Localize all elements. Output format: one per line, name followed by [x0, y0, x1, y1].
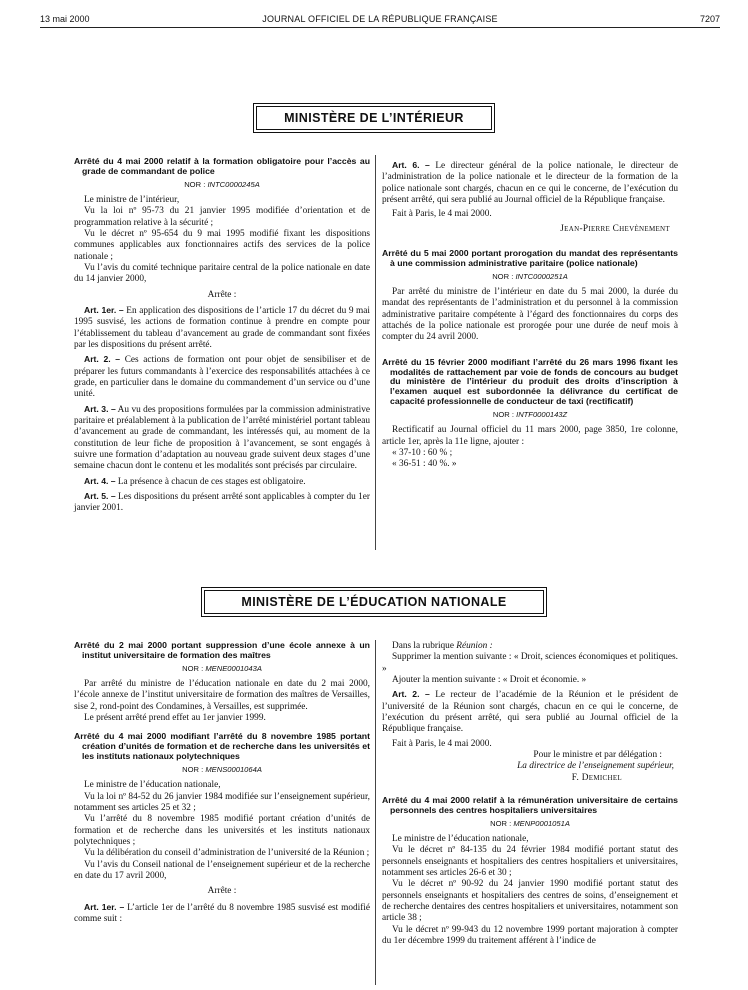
article: Art. 3. – Au vu des propositions formulées par la commission administrative paritaire et préalablement à la publication de l’arrêté ministériel portant tableau d’avancement au grade de commandant, les intéressés qui, au moment de la constitution de leur fiche de proposition à l’avancement, se sont engagés à suivre une formation d’adaptation au nouveau grade suivent deux stages d’une semaine chacun dont le contenu et les modalités sont précisés par circulaire.: [74, 403, 370, 472]
article: Art. 6. – Le directeur général de la police nationale, le directeur de l’administration de la police nationale et le directeur de la formation de la police nationale sont chargés, chacun en ce qui le concerne, de l’exécution du présent arrêté, qui sera publié au Journal officiel de la République française.: [382, 160, 678, 205]
article: Art. 2. – Ces actions de formation ont pour objet de sensibiliser et de préparer les futurs commandants à l’exercice des responsabilités attachées à ce grade, en particulier dans le domaine du commandement d’un service ou d’une unité.: [74, 354, 370, 400]
sec1-right-column: [382, 160, 678, 471]
nor-reference: NOR : MENP0001051A: [490, 818, 570, 828]
paragraph: Vu l’avis du Conseil national de l’enseignement supérieur et de la recherche en date du 17 avril 2000,: [74, 859, 370, 881]
quoted-line: « 37-10 : 60 % ;: [392, 448, 453, 459]
signature-place-date: Fait à Paris, le 4 mai 2000.: [392, 738, 492, 749]
header-rule: [40, 27, 720, 28]
signature-place-date: Fait à Paris, le 4 mai 2000.: [392, 209, 492, 220]
decree-title: Arrêté du 2 mai 2000 portant suppression d’une école annexe à un institut universitaire de formation des maîtres: [74, 640, 370, 660]
paragraph: Vu la loi nº 95-73 du 21 janvier 1995 modifiée d’orientation et de programmation relative à la sécurité ;: [74, 206, 370, 228]
sec2-right-column: [382, 641, 678, 947]
issue-date: 13 mai 2000: [40, 14, 90, 24]
paragraph: Vu le décret nº 95-654 du 9 mai 1995 modifié fixant les dispositions communes applicables aux fonctionnaires actifs des services de la police nationale ;: [74, 229, 370, 262]
nor-reference: NOR : INTC0000245A: [184, 179, 260, 189]
arrete-label: Arrête :: [207, 289, 237, 300]
paragraph: Vu la délibération du conseil d’administration de l’université de la Réunion ;: [84, 848, 370, 859]
paragraph: Dans la rubrique Réunion :: [392, 641, 493, 651]
nor-reference: NOR : MENS0001064A: [182, 765, 262, 775]
paragraph: Vu le décret nº 99-943 du 12 novembre 1999 portant majoration à compter du 1er décembre 1999 du traitement afférent à l’indice de: [382, 924, 678, 946]
paragraph: Supprimer la mention suivante : « Droit, sciences économiques et politiques. »: [382, 652, 678, 674]
quoted-line: « 36-51 : 40 %. »: [392, 459, 457, 470]
decree-title: Arrêté du 4 mai 2000 modifiant l’arrêté du 8 novembre 1985 portant création d’unités de formation et de recherche dans les universités et les instituts nationaux polytechniques: [74, 731, 370, 762]
signatory-title: La directrice de l’enseignement supérieur,: [517, 761, 674, 772]
article: Art. 1er. – L’article 1er de l’arrêté du 8 novembre 1985 susvisé est modifié comme suit :: [74, 901, 371, 924]
article: Art. 1er. – En application des dispositions de l’article 17 du décret du 9 mai 1995 susvisé, les actions de formation continue à prendre en compte pour l’établissement du tableau d’avancement au grade de commandant sont fixées par les dispositions du présent arrêté.: [74, 305, 371, 350]
sec1-left-column: [74, 157, 370, 515]
decree-title: Arrêté du 4 mai 2000 relatif à la rémunération universitaire de certains personnels des centres hospitaliers universitaires: [382, 794, 678, 815]
nor-reference: NOR : MENE0001043A: [182, 663, 262, 673]
decree-title: Arrêté du 5 mai 2000 portant prorogation du mandat des représentants à une commission administrative paritaire (police nationale): [382, 247, 678, 268]
paragraph: Le ministre de l’intérieur,: [84, 195, 180, 206]
decree-title: Arrêté du 4 mai 2000 relatif à la formation obligatoire pour l’accès au grade de commandant de police: [74, 156, 370, 176]
delegation-line: Pour le ministre et par délégation :: [533, 749, 662, 760]
journal-title: JOURNAL OFFICIEL DE LA RÉPUBLIQUE FRANÇAISE: [262, 14, 498, 24]
paragraph: Vu le décret nº 84-135 du 24 février 1984 modifié portant statut des personnels enseignants et hospitaliers des centres hospitaliers et universitaires, notamment ses articles 26-6 et 30 ;: [382, 845, 678, 878]
signatory: F. Demichel: [571, 772, 622, 783]
ministry-heading-interieur: MINISTÈRE DE L’INTÉRIEUR: [256, 106, 492, 130]
arrete-label: Arrête :: [207, 886, 237, 897]
article: Art. 5. – Les dispositions du présent arrêté sont applicables à compter du 1er janvier 2001.: [74, 490, 370, 514]
paragraph: Le présent arrêté prend effet au 1er janvier 1999.: [84, 713, 266, 724]
page-header: [40, 12, 720, 26]
signatory: Jean-Pierre Chevènement: [560, 223, 670, 234]
sec2-left-column: [74, 641, 370, 925]
paragraph: Le ministre de l’éducation nationale,: [392, 834, 529, 844]
paragraph: Par arrêté du ministre de l’intérieur en date du 5 mai 2000, la durée du mandat des représentants de l’administration et du personnel à la commission administrative paritaire compétente à l’égard des fonctionnaires du corps des attachés de la police nationale est prorogée pour une durée de neuf mois à compter du 24 avril 2000.: [382, 287, 678, 343]
ministry-heading-education: MINISTÈRE DE L’ÉDUCATION NATIONALE: [204, 590, 544, 614]
paragraph: Par arrêté du ministre de l’éducation nationale en date du 2 mai 2000, l’école annexe de l’institut universitaire de formation des maîtres de Versailles, sise 2, rond-point des Condamines, à Versailles, est supprimée.: [74, 679, 370, 712]
decree-title: Arrêté du 15 février 2000 modifiant l’arrêté du 26 mars 1996 fixant les modalités de rattachement par voie de fonds de concours au budget du ministère de l’intérieur du produit des droits d’inscription à l’examen auquel est subordonnée la délivrance du certificat de capacité professionnelle de conducteur de taxi (rectificatif): [382, 356, 678, 407]
paragraph: Le ministre de l’éducation nationale,: [84, 780, 221, 791]
nor-reference: NOR : INTF0000143Z: [492, 410, 568, 420]
paragraph: Vu le décret nº 90-92 du 24 janvier 1990 modifié portant statut des personnels enseignants et hospitaliers des centres de soins, d’enseignement et de recherche dentaires des centres hospitaliers et universitaires, notamment son article 38 ;: [382, 879, 678, 924]
paragraph: Vu l’arrêté du 8 novembre 1985 modifié portant création d’unités de formation et de recherche dans les universités et les instituts nationaux polytechniques ;: [74, 814, 370, 847]
column-separator: [375, 155, 376, 550]
paragraph: Vu la loi nº 84-52 du 26 janvier 1984 modifiée sur l’enseignement supérieur, notamment ses articles 25 et 32 ;: [74, 791, 370, 813]
article: Art. 2. – Le recteur de l’académie de la Réunion et le président de l’université de la Réunion sont chargés, chacun en ce qui le concerne, de l’exécution du présent arrêté, qui sera publié au Journal officiel de la République française.: [382, 689, 678, 735]
paragraph: Ajouter la mention suivante : « Droit et économie. »: [392, 674, 587, 685]
paragraph: Vu l’avis du comité technique paritaire central de la police nationale en date du 14 janvier 2000,: [74, 263, 370, 285]
paragraph: Rectificatif au Journal officiel du 11 mars 2000, page 3850, 1re colonne, article 1er, après la 11e ligne, ajouter :: [382, 425, 678, 447]
nor-reference: NOR : INTC0000251A: [492, 271, 568, 281]
article: Art. 4. – La présence à chacun de ces stages est obligatoire.: [84, 475, 306, 487]
page-number: 7207: [699, 14, 720, 24]
column-separator: [375, 640, 376, 985]
